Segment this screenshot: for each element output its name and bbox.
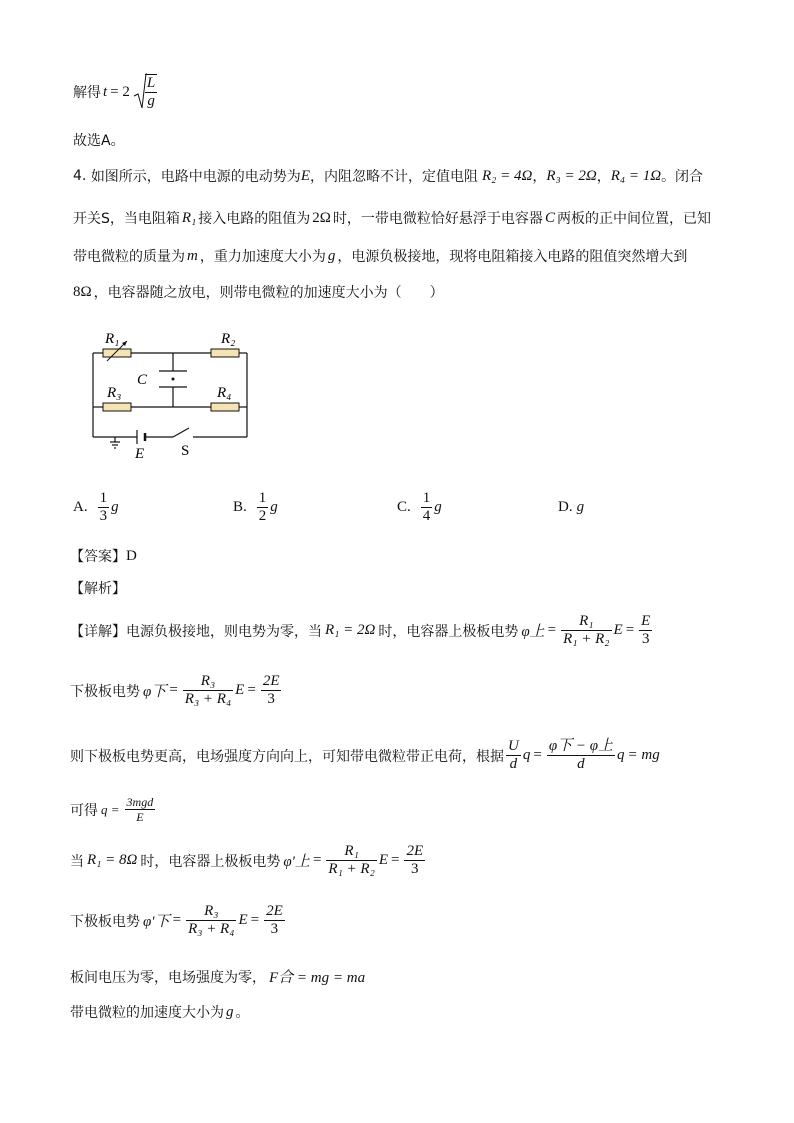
resistor-r2 (211, 349, 239, 357)
frac-den: E (136, 810, 144, 824)
eq: = (390, 852, 400, 868)
frac-den: R₁ + R₂ (563, 631, 610, 647)
resistor-r4 (211, 403, 239, 411)
frac-den: 3 (99, 508, 108, 524)
var-g: g (327, 247, 336, 264)
r3-value: R₃ = 2Ω (546, 167, 597, 184)
eq: = (250, 912, 260, 928)
r4-value: R₄ = 1Ω (610, 167, 662, 184)
frac-num: R₃ (183, 673, 233, 691)
label-r4: R₄ (217, 385, 232, 401)
text: 电源负极接地，则电势为零，当 (126, 623, 322, 640)
option-a[interactable] (73, 490, 119, 525)
r1-value: R₁ = 8Ω (87, 852, 138, 868)
text: ，电源负极接地，现将电阻箱接入电路的阻值突然增大到 (337, 249, 688, 265)
eq: = (533, 747, 542, 763)
ohm-8: 8Ω (73, 283, 92, 300)
frac-num: U (508, 738, 519, 754)
eq: = (312, 852, 322, 868)
detail-line-1 (70, 613, 654, 648)
detail-line-6 (70, 903, 287, 938)
fraction-E3 (639, 613, 652, 648)
fraction-r1 (326, 843, 376, 878)
r1: R₁ (181, 209, 197, 226)
option-label: A. (73, 499, 88, 515)
fraction-L-over-g (145, 74, 157, 110)
label-r1: R₁ (105, 331, 120, 347)
label-r3: R₃ (107, 385, 122, 401)
question-line-3 (73, 246, 687, 266)
fraction-2E3 (404, 843, 425, 878)
frac-den: 3 (270, 921, 279, 937)
fraction-r3 (183, 673, 233, 708)
phi-up: φ上 (521, 624, 545, 640)
detail-line-8 (70, 1002, 250, 1022)
option-var: g (434, 499, 442, 515)
var-E: E (378, 852, 388, 868)
option-fraction (98, 490, 110, 525)
frac-den: 3 (267, 691, 275, 707)
force-eq: F合 = mg = ma (269, 970, 366, 986)
frac-den: g (147, 93, 155, 109)
question-line-1 (73, 166, 703, 186)
text: 当 (70, 853, 84, 870)
frac-num: 1 (422, 490, 431, 506)
answer-tag: 【答案】 (70, 549, 126, 565)
frac-num: R₁ (561, 613, 611, 631)
particle-dot (172, 378, 175, 381)
answer-value: D (126, 547, 137, 564)
option-fraction (257, 490, 269, 525)
text: 下极板电势 (70, 913, 140, 930)
frac-num: L (146, 75, 156, 91)
detail-line-7 (70, 966, 365, 987)
option-d[interactable] (558, 499, 584, 516)
question-line-2 (73, 208, 711, 228)
phi-up-prime: φ′上 (283, 854, 310, 870)
ohm-2: 2Ω (312, 209, 331, 226)
frac-num: R₃ (186, 903, 236, 921)
fraction-phi-diff (547, 738, 615, 773)
detail-line-5 (70, 843, 427, 878)
var-E: E (300, 167, 310, 184)
q-eq: q = (101, 801, 120, 817)
fraction-U-d (506, 738, 521, 773)
var-g: g (226, 1003, 234, 1020)
text: 如图所示，电路中电源的电动势为 (90, 169, 301, 185)
frac-num: E (641, 613, 651, 629)
option-fraction (421, 490, 433, 525)
option-c[interactable] (397, 490, 442, 525)
frac-num: 2E (406, 843, 424, 859)
frac-num: R₁ (326, 843, 376, 861)
frac-den: 3 (642, 631, 650, 647)
fraction-r1 (561, 613, 611, 648)
frac-den: 4 (422, 508, 431, 524)
phi-down: φ下 (143, 684, 167, 700)
fraction-q (125, 795, 156, 824)
answer-line (70, 546, 137, 566)
text: ，电容器随之放电，则带电微粒的加速度大小为（ ） (93, 285, 444, 301)
text: ，内阻忽略不计，定值电阻 (309, 169, 478, 185)
solution-line-2: 故选A。 (73, 133, 125, 149)
text: 则下极板电势更高，电场强度方向向上，可知带电微粒带正电荷，根据 (70, 748, 504, 765)
option-var: g (576, 499, 585, 515)
option-var: g (270, 499, 278, 515)
option-b[interactable] (233, 490, 278, 525)
frac-num: 2E (262, 673, 280, 689)
frac-den: d (509, 756, 518, 772)
detail-line-2 (70, 673, 283, 708)
question-number: 4. (73, 168, 87, 184)
frac-num: 3mgd (126, 795, 154, 809)
label-r2: R₂ (221, 331, 236, 347)
frac-den: 2 (258, 508, 267, 524)
frac-num: 2E (266, 903, 283, 919)
text: 解得 (73, 85, 101, 101)
eq-2: = 2 (110, 83, 130, 100)
frac-den: R₃ + R₄ (188, 921, 235, 937)
eq: = (247, 682, 256, 698)
frac-num: φ下 − φ上 (548, 738, 614, 754)
text: 板间电压为零，电场强度为零， (70, 969, 266, 986)
fraction-r3 (186, 903, 236, 938)
frac-den: 3 (411, 861, 419, 877)
text: ， (532, 169, 547, 185)
var-E: E (613, 622, 623, 638)
var-E: E (238, 912, 248, 928)
text: 。闭合 (661, 169, 704, 185)
var-C: C (544, 209, 555, 226)
label-c: C (137, 372, 148, 388)
r1-value: R₁ = 2Ω (325, 622, 376, 638)
var-t: t (103, 83, 108, 100)
fraction-2E3 (261, 673, 282, 708)
frac-den: R₁ + R₂ (328, 861, 375, 877)
option-label: B. (233, 499, 247, 515)
text: 时，电容器上极板电势 (378, 623, 519, 640)
eq: = (172, 912, 182, 928)
resistor-r1 (103, 349, 131, 357)
text: 可得 (70, 802, 98, 819)
eq: = (625, 622, 635, 638)
eq: = (547, 622, 557, 638)
frac-den: R₃ + R₄ (184, 691, 232, 707)
mg: = mg (627, 747, 660, 763)
var-q: q (522, 747, 531, 763)
analysis-tag: 【解析】 (70, 581, 126, 597)
text: ， (596, 169, 611, 185)
text: ，重力加速度大小为 (199, 249, 326, 265)
text: 。 (235, 1005, 250, 1021)
var-q: q (617, 747, 625, 763)
detail-line-4 (70, 795, 157, 824)
question-line-4 (73, 282, 444, 302)
resistor-r3 (103, 403, 131, 411)
text: 带电微粒的加速度大小为 (70, 1005, 224, 1021)
solution-line-1 (73, 72, 159, 112)
option-label: D. (558, 499, 573, 515)
text: 接入电路的阻值为 (198, 211, 311, 227)
fraction-2E3 (264, 903, 285, 938)
text: 时，一带电微粒恰好悬浮于电容器 (332, 211, 543, 227)
text: 时，电容器上极板电势 (140, 853, 281, 870)
detail-line-3 (70, 738, 660, 773)
option-label: C. (397, 499, 411, 515)
var-m: m (187, 247, 198, 264)
circuit-diagram (85, 325, 260, 465)
frac-num: 1 (258, 490, 267, 506)
text: 下极板电势 (70, 683, 140, 700)
frac-den: d (577, 756, 585, 772)
phi-down-prime: φ′下 (143, 914, 170, 930)
label-e: E (135, 446, 145, 462)
text: 两板的正中间位置，已知 (556, 211, 711, 227)
r2-value: R₂ = 4Ω (481, 167, 533, 184)
option-var: g (111, 499, 119, 515)
label-s: S (181, 443, 190, 459)
text: 开关S，当电阻箱 (73, 211, 180, 227)
frac-num: 1 (99, 490, 108, 506)
eq: = (169, 682, 178, 698)
text: 带电微粒的质量为 (73, 249, 185, 265)
var-E: E (235, 682, 245, 698)
detail-tag: 【详解】 (70, 623, 126, 640)
